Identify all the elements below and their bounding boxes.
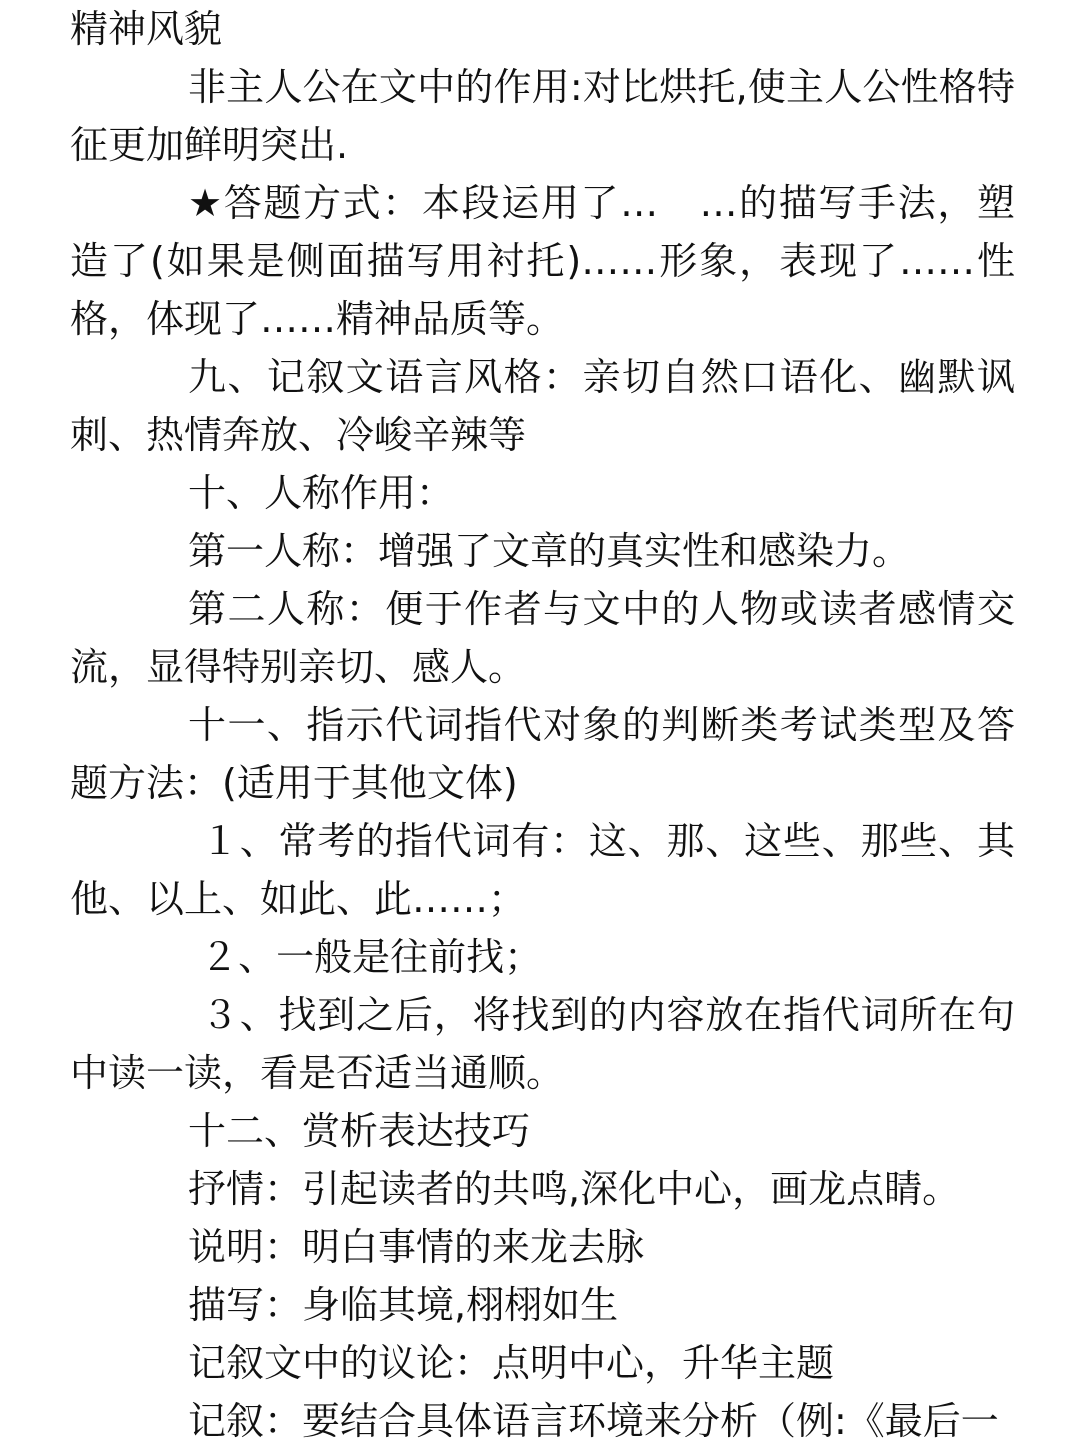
paragraph-lyricism: 抒情：引起读者的共鸣,深化中心，画龙点睛。 [188,1167,961,1211]
paragraph-section-9-language-style: 九、记叙文语言风格：亲切自然口语化、幽默讽刺、热情奔放、冷峻辛辣等 [70,355,1015,457]
paragraph-answer-method: ★答题方式：本段运用了… …的描写手法，塑造了(如果是侧面描写用衬托)……形象，表现了……性格，体现了……精神品质等。 [70,181,1015,341]
paragraph-item-2: ２、一般是往前找； [188,935,543,979]
paragraph-first-person: 第一人称：增强了文章的真实性和感染力。 [188,529,911,573]
paragraph-item-1: １、常考的指代词有：这、那、这些、那些、其他、以上、如此、此……； [70,819,1015,921]
paragraph-explanation: 说明：明白事情的来龙去脉 [188,1225,645,1269]
document-body [70,0,1015,1450]
paragraph-section-10-heading: 十、人称作用： [188,471,455,515]
paragraph-second-person: 第二人称：便于作者与文中的人物或读者感情交流，显得特别亲切、感人。 [70,587,1015,689]
paragraph-continuation: 精神风貌 [70,7,223,51]
paragraph-section-12-heading: 十二、赏析表达技巧 [188,1109,531,1153]
paragraph-narration: 记叙：要结合具体语言环境来分析（例:《最后一 [188,1399,999,1443]
paragraph-minor-character-role: 非主人公在文中的作用:对比烘托,使主人公性格特征更加鲜明突出. [70,65,1015,167]
paragraph-item-3: ３、找到之后，将找到的内容放在指代词所在句中读一读，看是否适当通顺。 [70,993,1015,1095]
paragraph-description: 描写：身临其境,栩栩如生 [188,1283,619,1327]
paragraph-argument: 记叙文中的议论：点明中心，升华主题 [188,1341,835,1385]
paragraph-section-11-heading: 十一、指示代词指代对象的判断类考试类型及答题方法：(适用于其他文体) [70,703,1015,805]
